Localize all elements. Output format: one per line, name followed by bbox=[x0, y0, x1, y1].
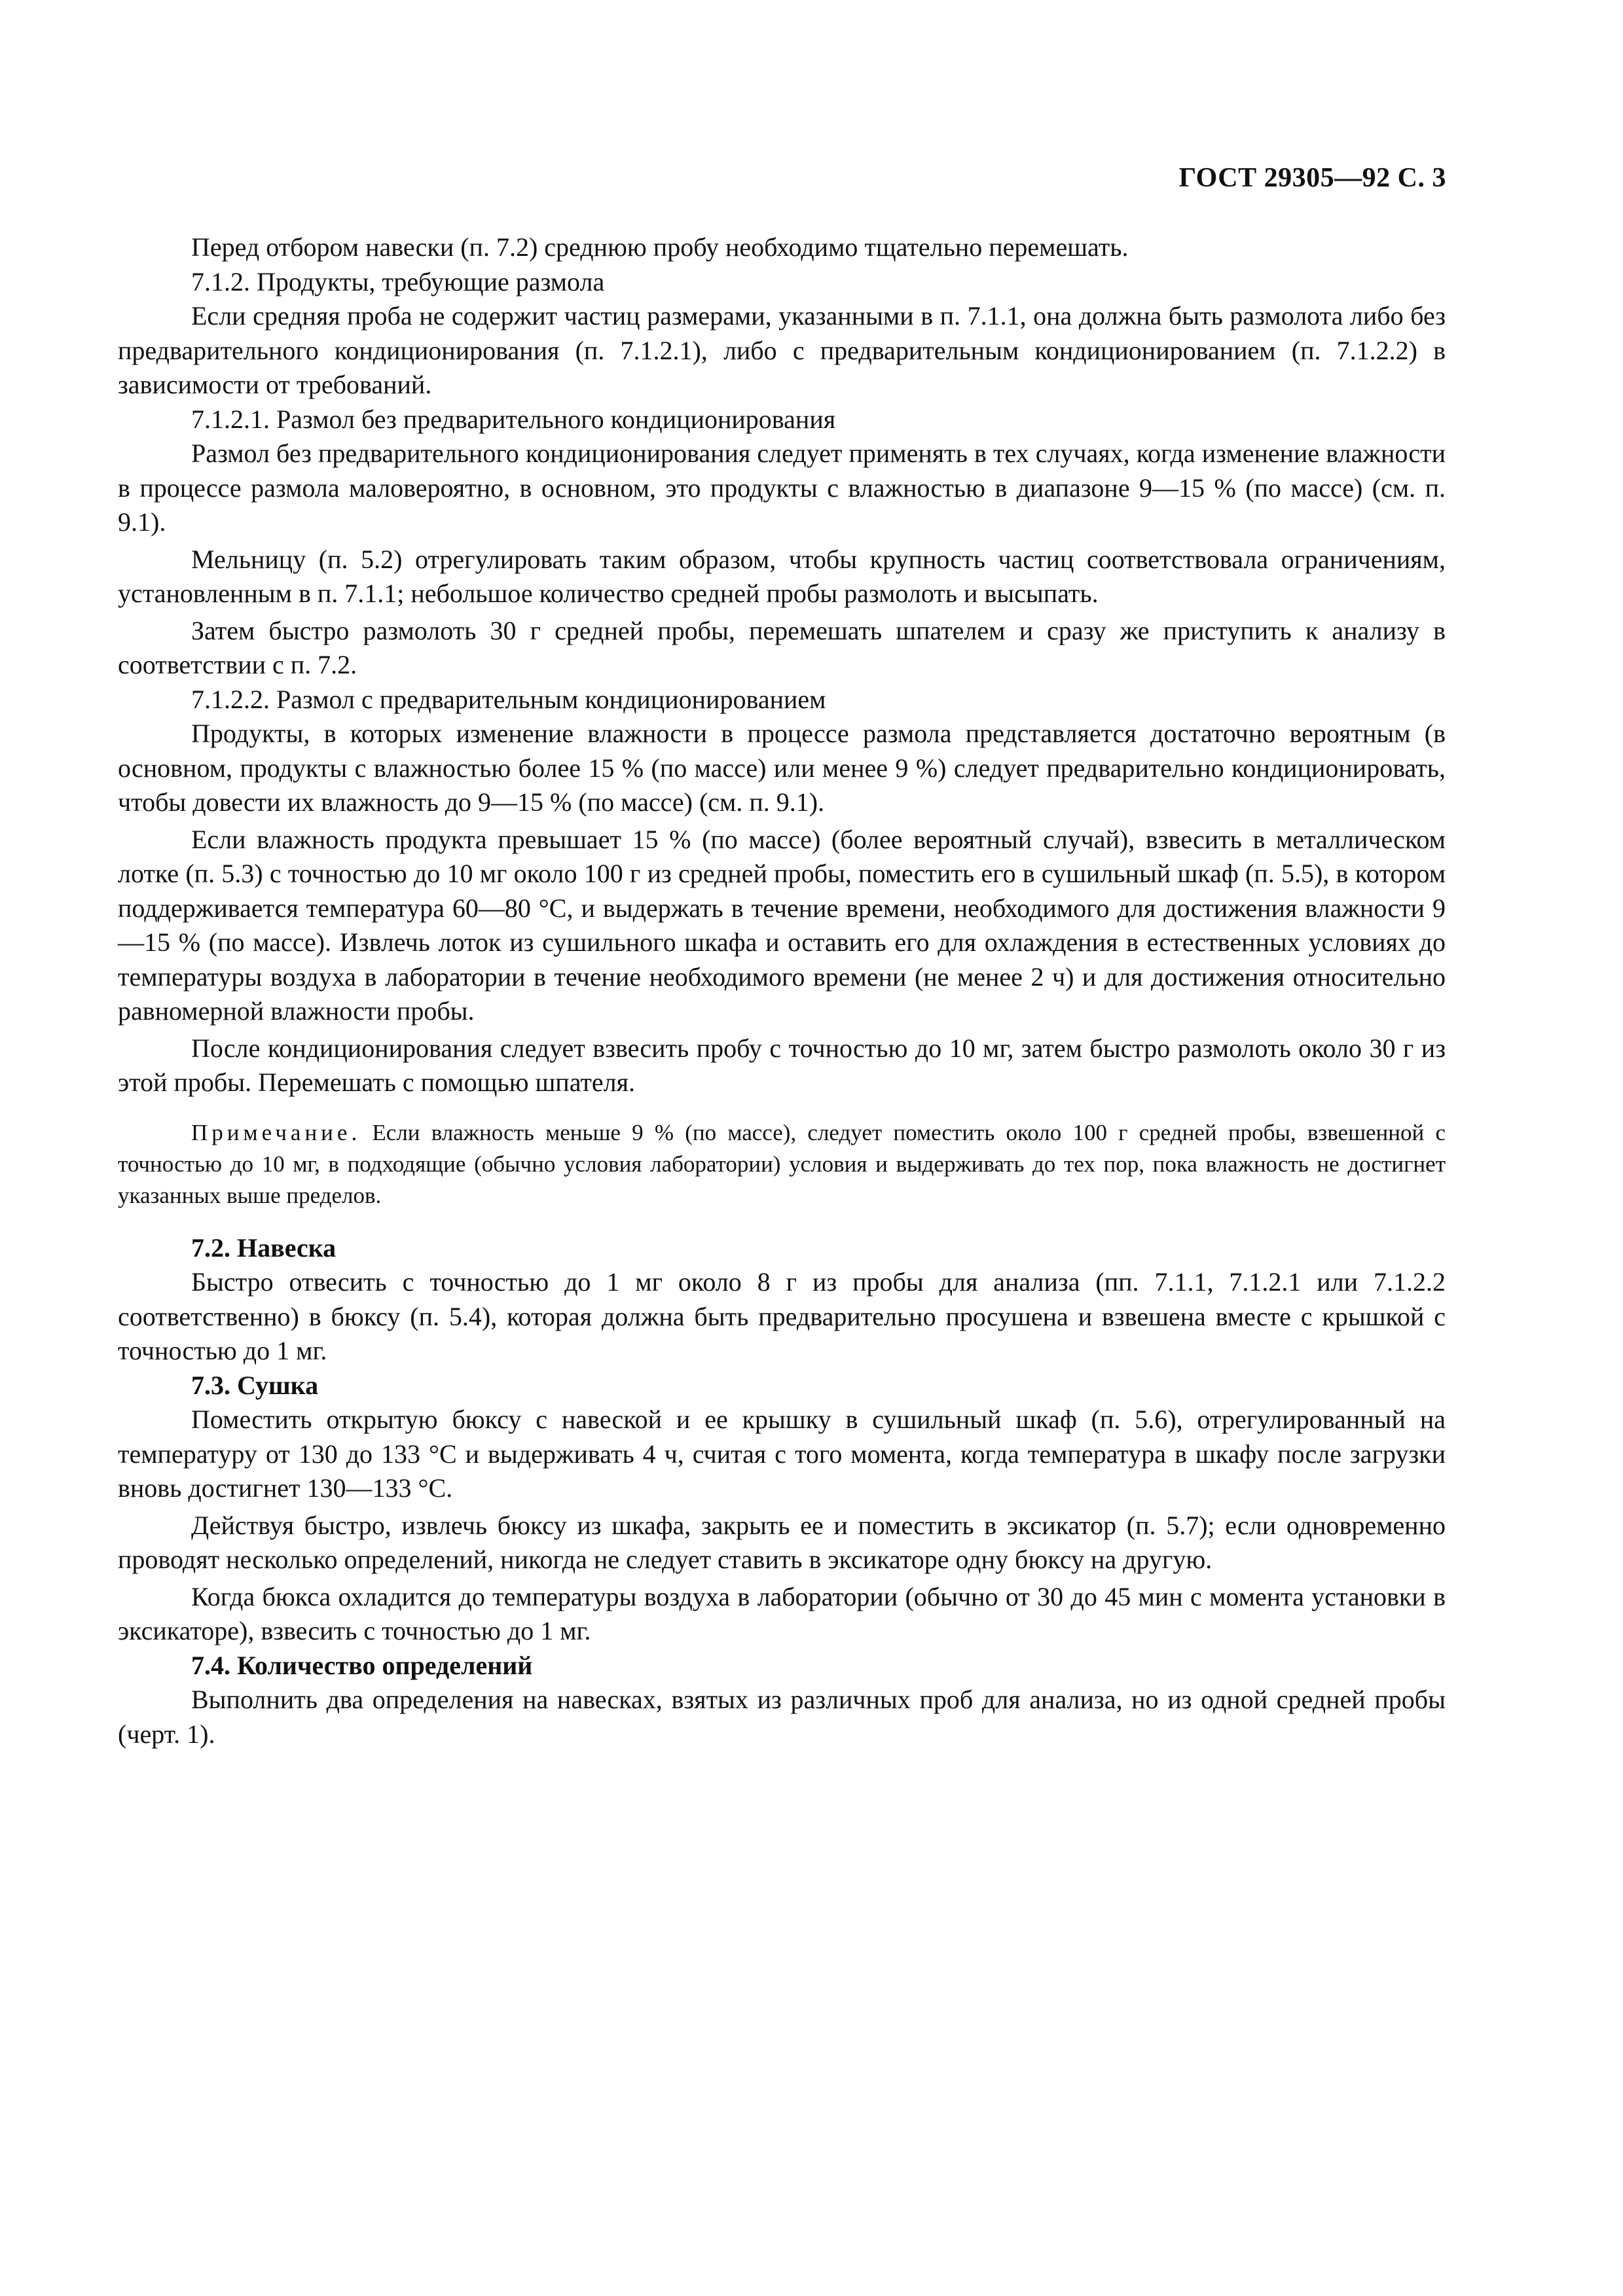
paragraph: После кондиционирования следует взвесить пробу с точностью до 10 мг, затем быстро размолоть около 30 г из этой пробы. Перемешать с помощью шпателя. bbox=[118, 1033, 1446, 1097]
note bbox=[118, 1117, 1446, 1211]
paragraph: Размол без предварительного кондиционирования следует применять в тех случаях, когда изменение влажности в процессе размола маловероятно, в основном, это продукты с влажностью в диапазоне 9—15 % (по массе) (см. п. 9.1). bbox=[118, 439, 1446, 537]
note-label: Примечание. bbox=[191, 1119, 361, 1145]
paragraph: Выполнить два определения на навесках, взятых из различных проб для анализа, но из одной средней пробы (черт. 1). bbox=[118, 1685, 1446, 1749]
paragraph: Если влажность продукта превышает 15 % (по массе) (более вероятный случай), взвесить в металлическом лотке (п. 5.3) с точностью до 10 мг около 100 г из средней пробы, поместить его в сушильный шкаф (п. 5.5), в котором поддерживается температура 60—80 °С, и выдержать в течение времени, необходимого для достижения влажности 9—15 % (по массе). Извлечь лоток из сушильного шкафа и оставить его для охлаждения в естественных условиях до температуры воздуха в лаборатории в течение необходимого времени (не менее 2 ч) и для достижения относительно равномерной влажности пробы. bbox=[118, 824, 1446, 1026]
paragraph: Поместить открытую бюксу с навеской и ее крышку в сушильный шкаф (п. 5.6), отрегулированный на температуру от 130 до 133 °С и выдерживать 4 ч, считая с того момента, когда температура в шкафу после загрузки вновь достигнет 130—133 °С. bbox=[118, 1405, 1446, 1503]
paragraph: Продукты, в которых изменение влажности в процессе размола представляется достаточно вероятным (в основном, продукты с влажностью более 15 % (по массе) или менее 9 %) следует предварительно кондиционировать, чтобы довести их влажность до 9—15 % (по массе) (см. п. 9.1). bbox=[118, 719, 1446, 817]
note-text: Если влажность меньше 9 % (по массе), следует поместить около 100 г средней пробы, взвешенной с точностью до 10 мг, в подходящие (обычно условия лаборатории) условия и выдерживать до тех пор, пока влажность не достигнет указанных выше пределов. bbox=[118, 1119, 1446, 1208]
page-header: ГОСТ 29305—92 С. 3 bbox=[1178, 163, 1446, 193]
paragraph: Если средняя проба не содержит частиц размерами, указанными в п. 7.1.1, она должна быть размолота либо без предварительного кондиционирования (п. 7.1.2.1), либо с предварительным кондиционированием (п. 7.1.2.2) в зависимости от требований. bbox=[118, 301, 1446, 399]
subsection-title: 7.1.2.1. Размол без предварительного кондиционирования bbox=[191, 404, 836, 434]
document-body bbox=[118, 230, 1446, 1751]
subsection-title: 7.1.2. Продукты, требующие размола bbox=[191, 266, 605, 296]
paragraph: Когда бюкса охладится до температуры воздуха в лаборатории (обычно от 30 до 45 мин с момента установки в эксикаторе), взвесить с точностью до 1 мг. bbox=[118, 1581, 1446, 1645]
paragraph: Перед отбором навески (п. 7.2) среднюю пробу необходимо тщательно перемешать. bbox=[191, 232, 1129, 262]
section-heading-7-3: 7.3. Сушка bbox=[191, 1370, 319, 1400]
paragraph: Затем быстро размолоть 30 г средней пробы, перемешать шпателем и сразу же приступить к анализу в соответствии с п. 7.2. bbox=[118, 615, 1446, 679]
paragraph: Быстро отвесить с точностью до 1 мг около 8 г из пробы для анализа (пп. 7.1.1, 7.1.2.1 или 7.1.2.2 соответственно) в бюксу (п. 5.4), которая должна быть предварительно просушена и взвешена вместе с крышкой с точностью до 1 мг. bbox=[118, 1267, 1446, 1365]
section-heading-7-2: 7.2. Навеска bbox=[191, 1232, 337, 1263]
paragraph: Действуя быстро, извлечь бюксу из шкафа, закрыть ее и поместить в эксикатор (п. 5.7); если одновременно проводят несколько определений, никогда не следует ставить в эксикаторе одну бюксу на другую. bbox=[118, 1510, 1446, 1574]
subsection-title: 7.1.2.2. Размол с предварительным кондиционированием bbox=[191, 684, 826, 714]
section-heading-7-4: 7.4. Количество определений bbox=[191, 1650, 533, 1680]
paragraph: Мельницу (п. 5.2) отрегулировать таким образом, чтобы крупность частиц соответствовала ограничениям, установленным в п. 7.1.1; небольшое количество средней пробы размолоть и высыпать. bbox=[118, 544, 1446, 608]
